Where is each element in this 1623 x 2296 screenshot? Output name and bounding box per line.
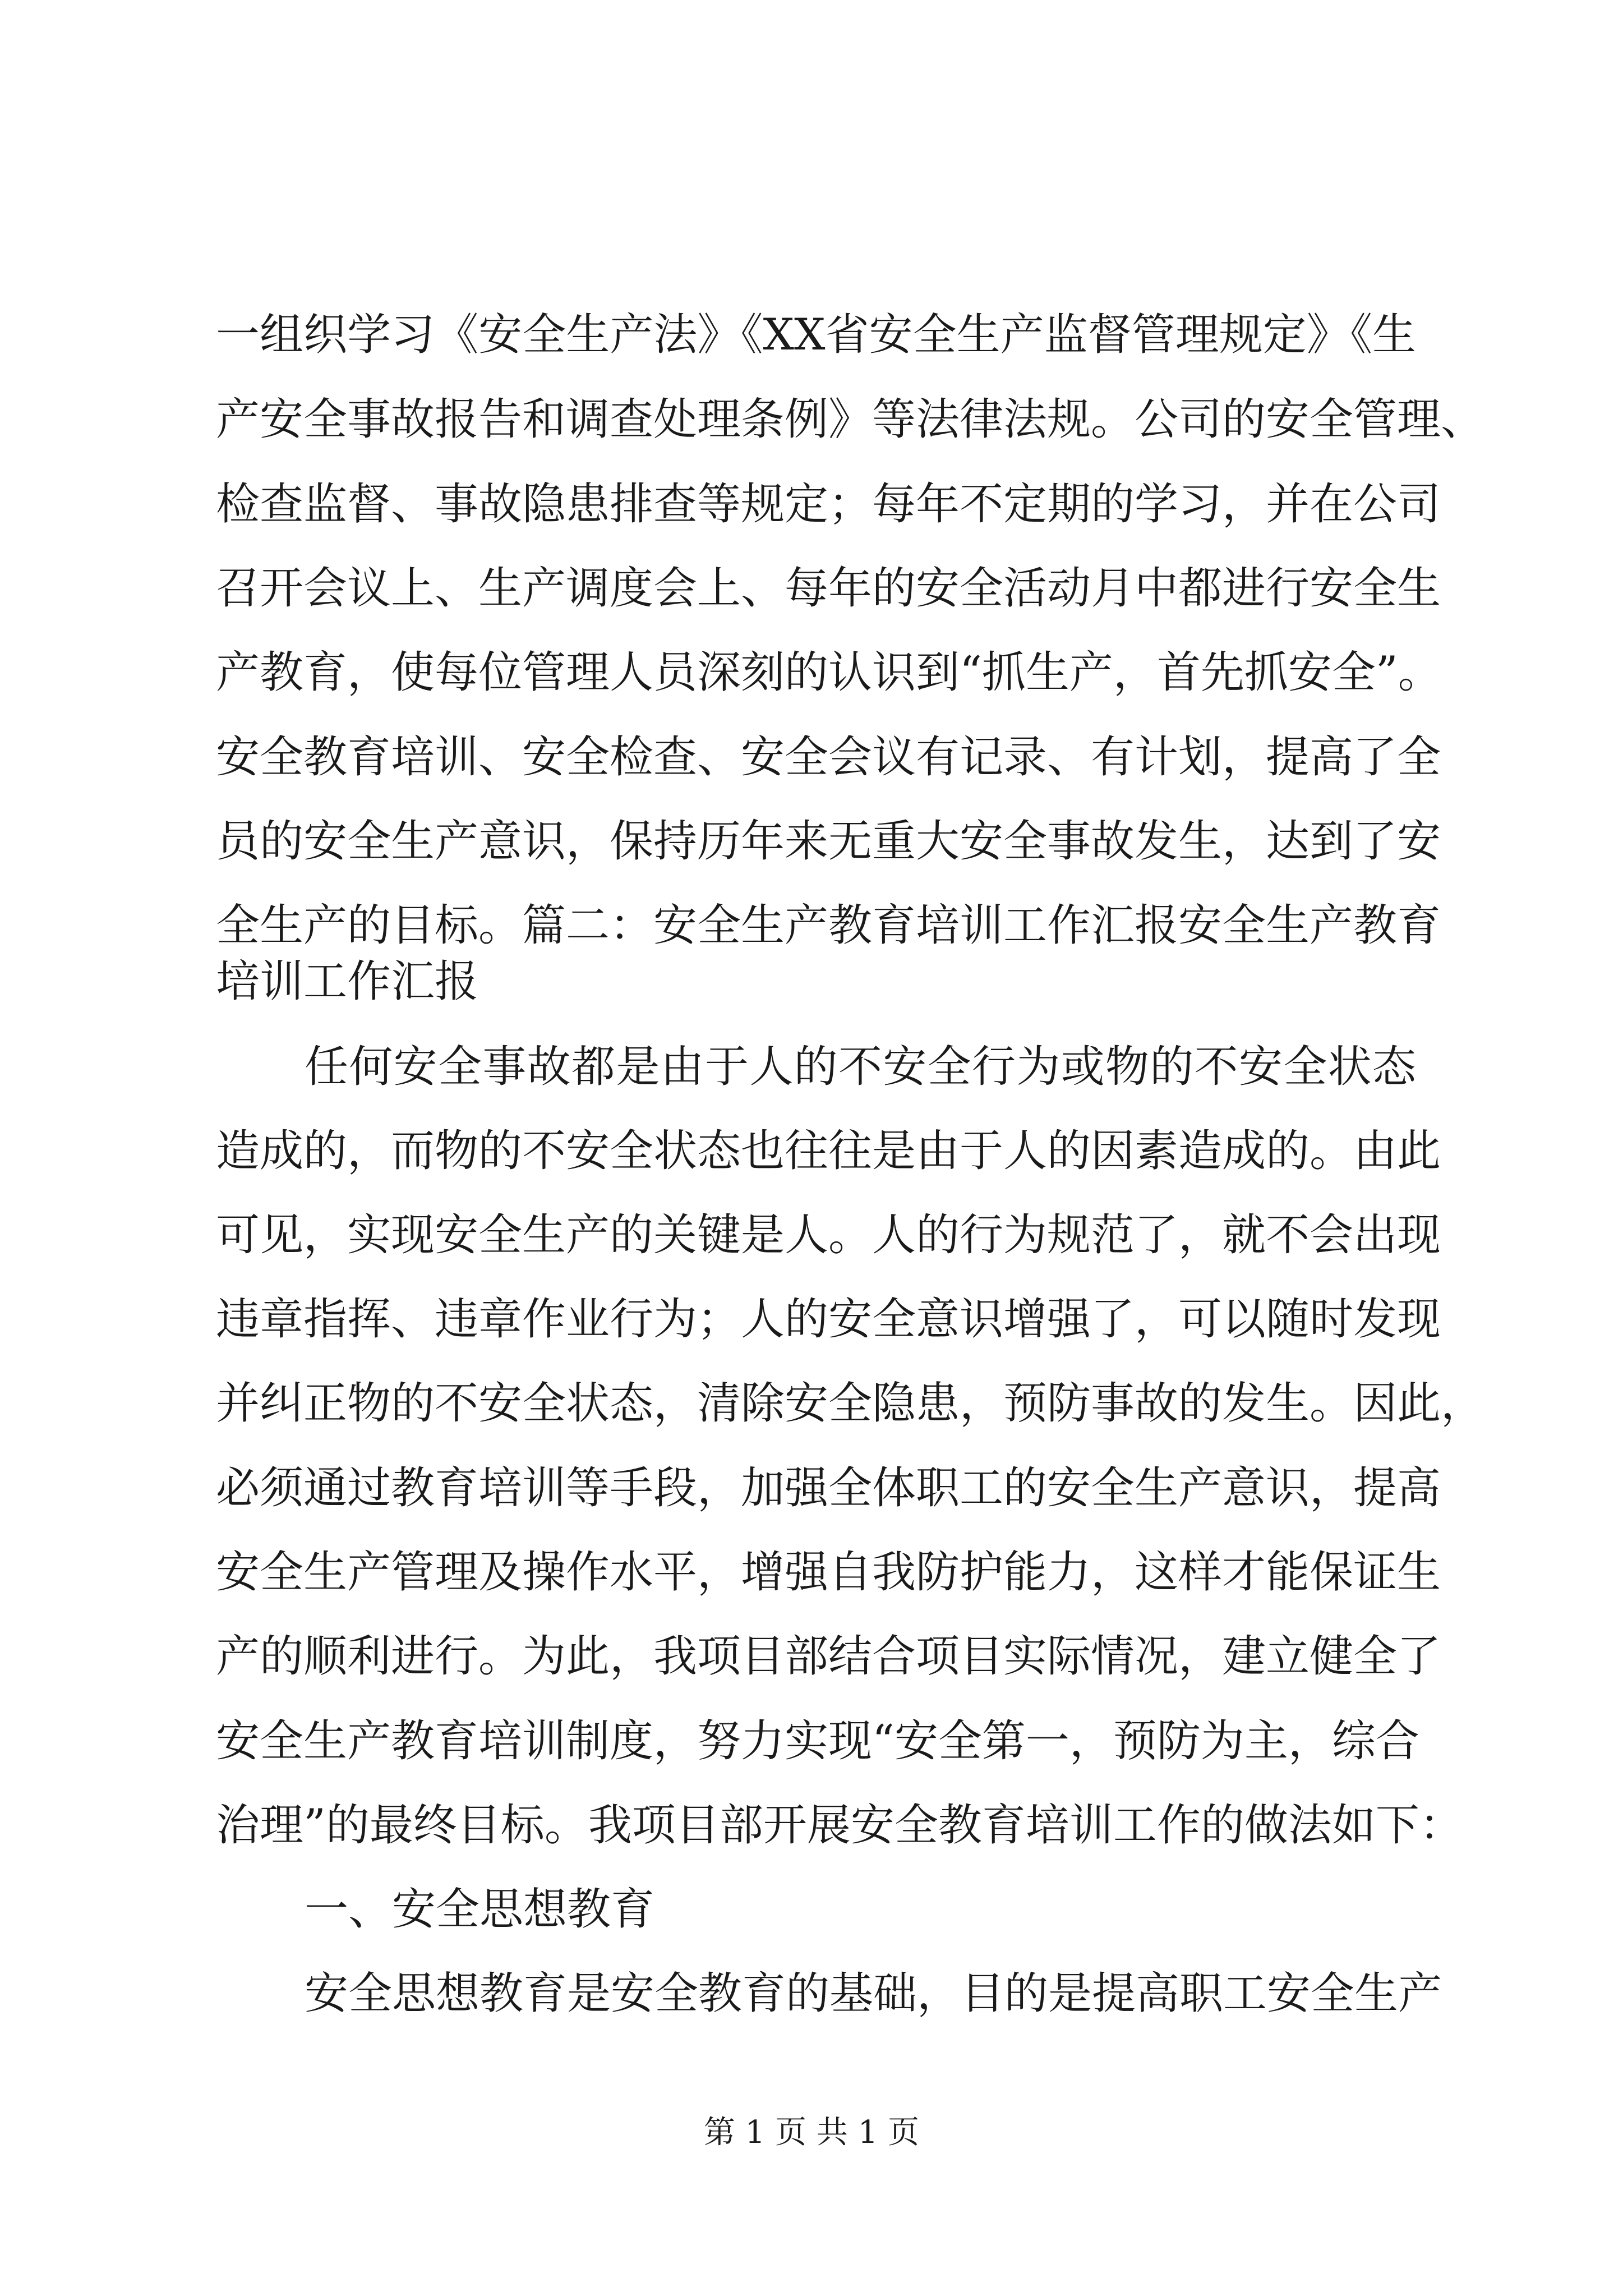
section-heading: 一、安全思想教育 xyxy=(305,1884,655,1935)
text-line: 安全教育培训、安全检查、安全会议有记录、有计划，提高了全 xyxy=(216,732,1441,783)
text-line: 治理”的最终目标。我项目部开展安全教育培训工作的做法如下： xyxy=(216,1800,1463,1851)
text-line: 全生产的目标。篇二：安全生产教育培训工作汇报安全生产教育 xyxy=(216,900,1441,951)
text-line: 召开会议上、生产调度会上、每年的安全活动月中都进行安全生 xyxy=(216,563,1441,614)
text-line: 员的安全生产意识，保持历年来无重大安全事故发生，达到了安 xyxy=(216,816,1441,867)
text-line: 可见，实现安全生产的关键是人。人的行为规范了，就不会出现 xyxy=(216,1210,1441,1260)
text-line: 安全生产管理及操作水平，增强自我防护能力，这样才能保证生 xyxy=(216,1547,1441,1598)
text-line: 安全生产教育培训制度，努力实现“安全第一，预防为主，综合 xyxy=(216,1716,1419,1766)
text-line: 一组织学习《安全生产法》《XX省安全生产监督管理规定》《生 xyxy=(216,310,1416,360)
text-line: 造成的，而物的不安全状态也往往是由于人的因素造成的。由此 xyxy=(216,1126,1441,1176)
text-line: 违章指挥、违章作业行为；人的安全意识增强了，可以随时发现 xyxy=(216,1294,1441,1345)
text-line: 并纠正物的不安全状态，清除安全隐患，预防事故的发生。因此， xyxy=(216,1378,1485,1429)
text-line: 必须通过教育培训等手段，加强全体职工的安全生产意识，提高 xyxy=(216,1463,1441,1513)
page-footer: 第 1 页 共 1 页 xyxy=(703,2114,920,2151)
text-line: 产的顺利进行。为此，我项目部结合项目实际情况，建立健全了 xyxy=(216,1631,1441,1682)
text-line: 检查监督、事故隐患排查等规定；每年不定期的学习，并在公司 xyxy=(216,479,1441,530)
text-line: 产教育，使每位管理人员深刻的认识到“抓生产，首先抓安全”。 xyxy=(216,647,1442,698)
paragraph-first-line: 任何安全事故都是由于人的不安全行为或物的不安全状态 xyxy=(305,1042,1416,1092)
paragraph-first-line: 安全思想教育是安全教育的基础，目的是提高职工安全生产 xyxy=(305,1968,1442,2019)
text-line: 产安全事故报告和调查处理条例》等法律法规。公司的安全管理、 xyxy=(216,394,1485,445)
text-line: 培训工作汇报 xyxy=(216,956,479,1007)
